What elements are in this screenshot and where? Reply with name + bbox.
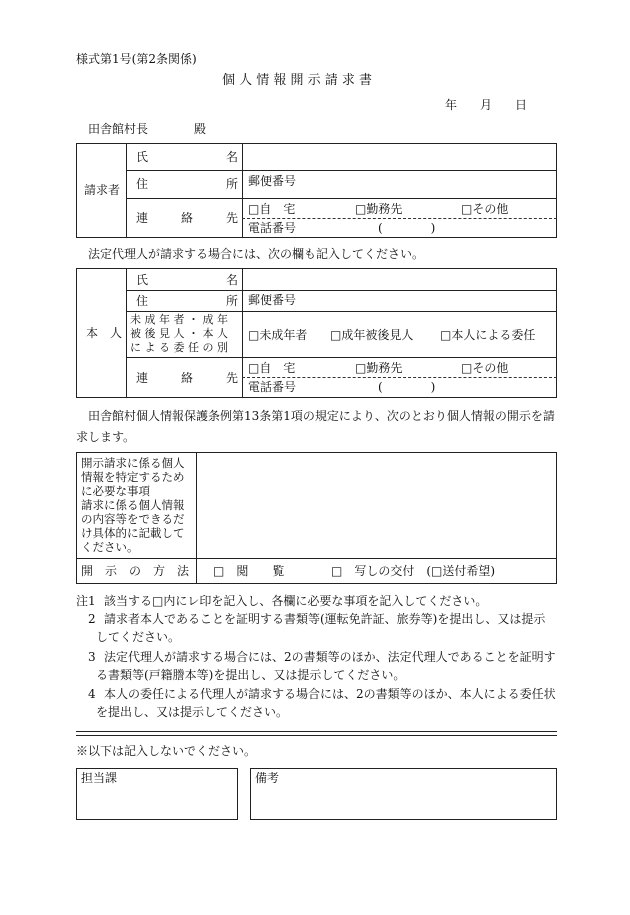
remarks-box	[250, 768, 557, 820]
request-sentence-line2: 求します。	[76, 430, 136, 444]
method-view-checkbox[interactable]: □ 閲 覧	[213, 564, 285, 578]
note-text-continued: を提出し、又は提示してください。	[96, 705, 289, 719]
honorific: 殿	[194, 122, 207, 136]
principal-name-label-2: 名	[226, 273, 239, 287]
requester-section-label: 請求者	[84, 183, 121, 197]
remarks-label: 備考	[255, 771, 280, 785]
note-number: 2	[88, 612, 96, 626]
note-number: 注1	[76, 594, 96, 608]
requester-name-label-1: 氏	[136, 150, 149, 164]
requester-contact-home-checkbox[interactable]: □自 宅	[248, 202, 296, 216]
method-copy-checkbox[interactable]: □ 写しの交付 (□送付希望)	[331, 564, 496, 578]
requester-contact-label-1: 連	[136, 211, 149, 225]
requester-name-field[interactable]	[243, 144, 556, 170]
date-year-label: 年	[445, 98, 458, 112]
principal-section-label-2: 人	[110, 326, 123, 340]
form-title: 個 人 情 報 開 示 請 求 書	[222, 73, 373, 88]
specifying-matter-label: 開示請求に係る個人 情報を特定するため に必要な事項 請求に係る個人情報 の内容等をできるだ け具体的に記載して ください。	[81, 456, 185, 554]
principal-contact-label-3: 先	[226, 371, 239, 385]
principal-contact-work-checkbox[interactable]: □勤務先	[355, 361, 403, 375]
note-text: 本人の委任による代理人が請求する場合には、2の書類等のほか、本人による委任状	[104, 687, 556, 701]
principal-contact-label-1: 連	[136, 371, 149, 385]
note-text: 該当する□内にレ印を記入し、各欄に必要な事項を記入してください。	[104, 594, 488, 608]
principal-contact-other-checkbox[interactable]: □その他	[461, 361, 509, 375]
legal-rep-note: 法定代理人が請求する場合には、次の欄も記入してください。	[88, 247, 425, 261]
principal-type-label-line3: に よ る 委 任 の 別	[130, 341, 228, 354]
note-number: 3	[88, 650, 96, 664]
principal-type-label-line2: 被 後 見 人 ・ 本 人	[130, 327, 228, 340]
note-number: 4	[88, 687, 96, 701]
requester-name-label-2: 名	[226, 150, 239, 164]
principal-contact-label-2: 絡	[181, 371, 194, 385]
department-label: 担当課	[81, 771, 118, 785]
requester-contact-other-checkbox[interactable]: □その他	[461, 202, 509, 216]
principal-phone-label: 電話番号	[248, 380, 297, 394]
disclosure-method-label: 開 示 の 方 法	[81, 564, 190, 578]
principal-address-label-2: 所	[226, 294, 239, 308]
principal-name-field[interactable]	[243, 269, 556, 290]
request-sentence-line1: 田舎館村個人情報保護条例第13条第1項の規定により、次のとおり個人情報の開示を請	[88, 409, 555, 423]
principal-section-label-1: 本	[86, 326, 99, 340]
principal-delegate-checkbox[interactable]: □本人による委任	[440, 328, 536, 342]
note-text: 法定代理人が請求する場合には、2の書類等のほか、法定代理人であることを証明す	[104, 650, 556, 664]
principal-minor-checkbox[interactable]: □未成年者	[248, 328, 308, 342]
requester-address-label-2: 所	[226, 177, 239, 191]
requester-phone-field[interactable]: ( )	[378, 221, 436, 235]
principal-name-label-1: 氏	[136, 273, 149, 287]
requester-phone-label: 電話番号	[248, 221, 297, 235]
note-text-continued: してください。	[96, 630, 181, 644]
office-use-notice: ※以下は記入しないでください。	[76, 744, 257, 758]
section-divider	[76, 731, 557, 736]
requester-contact-label-3: 先	[226, 211, 239, 225]
principal-postal-label: 郵便番号	[248, 293, 297, 307]
requester-contact-work-checkbox[interactable]: □勤務先	[355, 202, 403, 216]
principal-contact-home-checkbox[interactable]: □自 宅	[248, 361, 296, 375]
note-text-continued: る書類等(戸籍謄本等)を提出し、又は提示してください。	[96, 668, 406, 682]
date-day-label: 日	[515, 98, 528, 112]
addressee: 田舎館村長	[88, 122, 149, 136]
requester-contact-label-2: 絡	[181, 211, 194, 225]
date-month-label: 月	[480, 98, 493, 112]
principal-address-label-1: 住	[136, 294, 149, 308]
specifying-matter-field[interactable]	[197, 453, 556, 558]
principal-phone-field[interactable]: ( )	[378, 380, 436, 394]
requester-address-label-1: 住	[136, 177, 149, 191]
principal-type-label-line1: 未 成 年 者 ・ 成 年	[130, 313, 228, 326]
principal-ward-checkbox[interactable]: □成年被後見人	[330, 328, 414, 342]
note-text: 請求者本人であることを証明する書類等(運転免許証、旅券等)を提出し、又は提示	[104, 612, 546, 626]
form-number: 様式第1号(第2条関係)	[76, 52, 197, 66]
requester-postal-label: 郵便番号	[248, 174, 297, 188]
